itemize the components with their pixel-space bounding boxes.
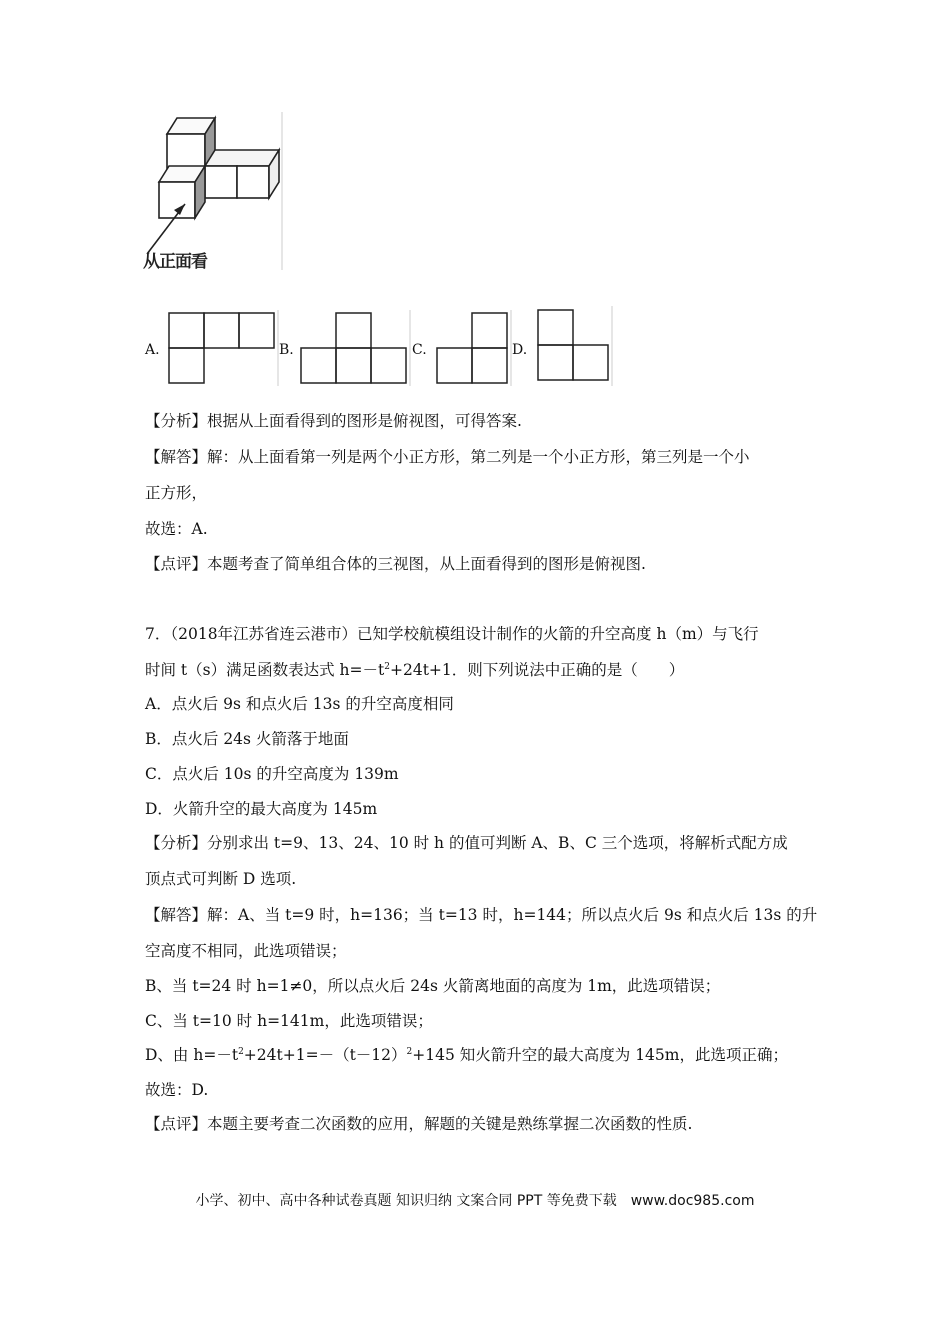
option-d-figure	[534, 306, 614, 386]
option-b-figure	[298, 310, 412, 386]
q7-solution-line-3: B、当 t=24 时 h=1≠0，所以点火后 24s 火箭离地面的高度为 1m，此选项错误；	[145, 977, 721, 995]
q7-solution-text: +145 知火箭升空的最大高度为 145m，此选项正确；	[412, 1046, 788, 1064]
q7-analysis-line-1: 【分析】分别求出 t=9、13、24、10 时 h 的值可判断 A、B、C 三个选项，将解析式配方成	[145, 834, 788, 852]
q6-answer: 故选：A.	[145, 520, 208, 538]
q7-option-c: C．点火后 10s 的升空高度为 139m	[145, 765, 399, 783]
view-direction-caption: 从正面看	[143, 252, 207, 272]
q7-solution-text: D、由 h=－t	[145, 1046, 239, 1064]
q6-analysis: 【分析】根据从上面看得到的图形是俯视图，可得答案.	[145, 412, 522, 430]
q7-stem-text: 时间 t（s）满足函数表达式 h=－t	[145, 661, 385, 679]
q7-solution-line-1: 【解答】解：A、当 t=9 时，h=136；当 t=13 时，h=144；所以点火后 9s 和点火后 13s 的升	[145, 906, 818, 924]
page-footer: 小学、初中、高中各种试卷真题 知识归纳 文案合同 PPT 等免费下载 www.doc985.com	[195, 1193, 755, 1209]
q7-option-a: A．点火后 9s 和点火后 13s 的升空高度相同	[145, 695, 454, 713]
q7-comment: 【点评】本题主要考查二次函数的应用，解题的关键是熟练掌握二次函数的性质.	[145, 1115, 693, 1133]
q7-stem-text: +24t+1．则下列说法中正确的是（ ）	[389, 661, 685, 679]
exponent: 2	[384, 662, 390, 672]
option-b-label: B.	[279, 342, 294, 358]
q7-option-b: B．点火后 24s 火箭落于地面	[145, 730, 349, 748]
q6-comment: 【点评】本题考查了简单组合体的三视图，从上面看得到的图形是俯视图.	[145, 555, 646, 573]
q6-solution-line-2: 正方形，	[145, 484, 208, 502]
q7-stem-line-2	[145, 660, 684, 680]
q7-solution-text: +24t+1=－（t－12）	[243, 1046, 407, 1064]
exponent: 2	[238, 1047, 244, 1057]
q7-solution-line-4: C、当 t=10 时 h=141m，此选项错误；	[145, 1012, 433, 1030]
exponent: 2	[406, 1047, 413, 1057]
q7-answer: 故选：D.	[145, 1081, 209, 1099]
answer-options-figures	[0, 300, 950, 390]
option-c-figure	[434, 310, 514, 386]
q6-solution-line-1: 【解答】解：从上面看第一列是两个小正方形，第二列是一个小正方形，第三列是一个小	[145, 448, 750, 466]
option-c-label: C.	[412, 342, 427, 358]
option-d-label: D.	[512, 342, 528, 358]
q7-stem-line-1: 7．（2018年江苏省连云港市）已知学校航模组设计制作的火箭的升空高度 h（m）与飞行	[145, 625, 759, 643]
q7-solution-line-5	[145, 1045, 788, 1065]
option-a-label: A.	[145, 342, 160, 358]
q7-analysis-line-2: 顶点式可判断 D 选项.	[145, 870, 297, 888]
option-a-figure	[166, 310, 280, 386]
cube-assembly-figure	[141, 112, 283, 270]
q7-option-d: D．火箭升空的最大高度为 145m	[145, 800, 378, 818]
q7-solution-line-2: 空高度不相同，此选项错误；	[145, 942, 347, 960]
